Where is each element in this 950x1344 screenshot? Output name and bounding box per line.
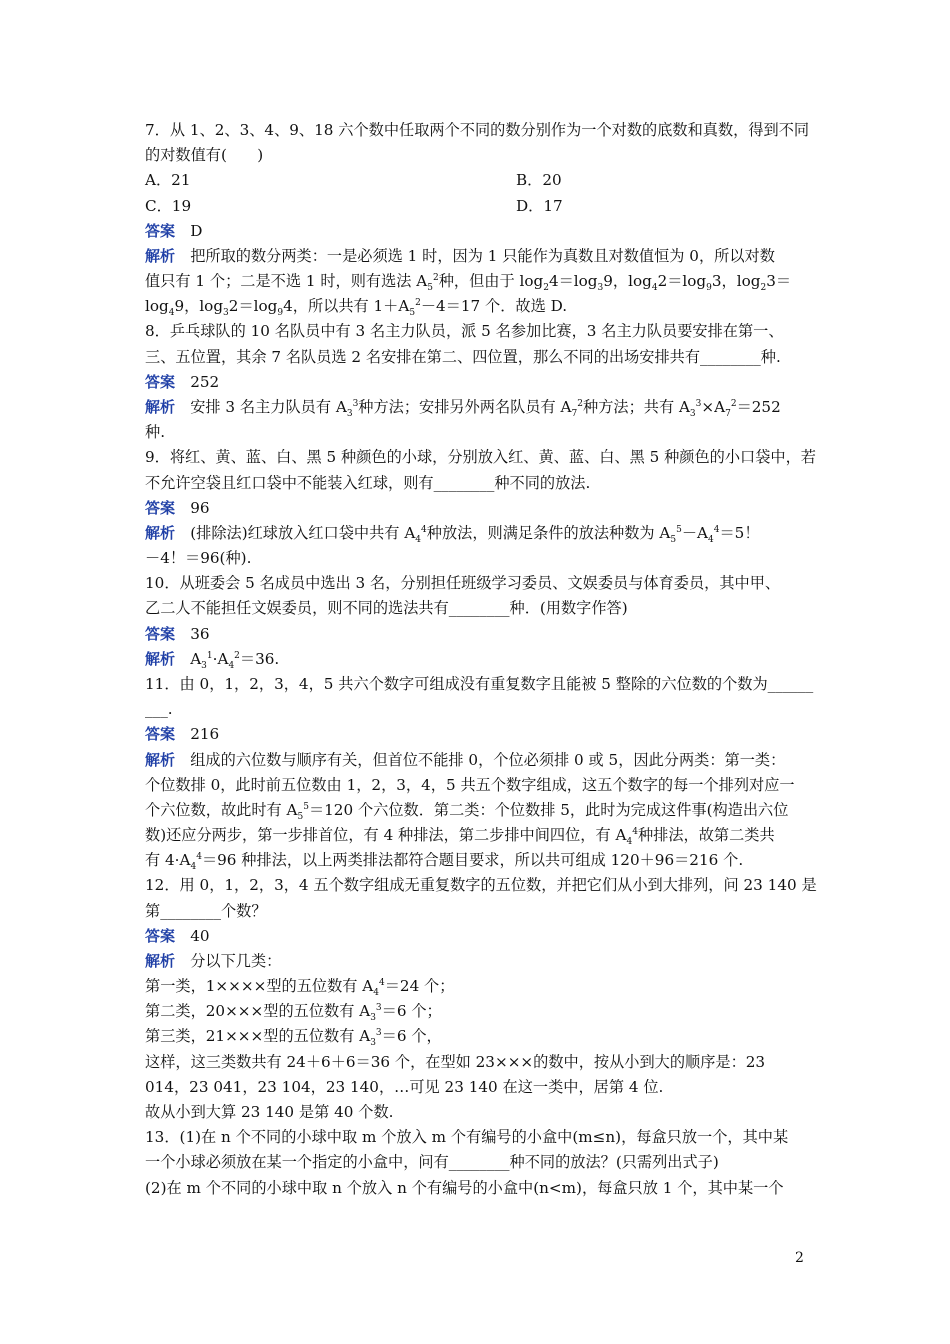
subscript: 4 — [228, 660, 235, 671]
superscript: 5 — [303, 801, 309, 812]
superscript: 3 — [375, 1003, 382, 1014]
subscript: 3 — [370, 1038, 376, 1049]
text-line — [145, 168, 190, 193]
text-segment: 数)还应分两步，第一步排首位，有 4 种排法，第二步排中间四位，有 A — [145, 826, 627, 845]
text-segment: 9，log — [174, 297, 224, 316]
text-segment: C．19 — [145, 196, 192, 215]
subscript: 4 — [415, 534, 422, 545]
text-line — [145, 571, 780, 596]
text-line — [145, 672, 813, 697]
subscript: 9 — [706, 283, 712, 294]
text-segment: 014，23 041，23 104，23 140，…可见 23 140 在这一类中，居第 4 位. — [145, 1077, 664, 1096]
subscript: 5 — [297, 811, 304, 822]
text-line — [145, 546, 251, 571]
text-segment: A — [175, 649, 202, 668]
text-line — [145, 319, 784, 344]
text-line — [145, 143, 263, 168]
text-segment: 这样，这三类数共有 24＋6＋6＝36 个，在型如 23×××的数中，按从小到大的顺序是：23 — [145, 1052, 766, 1071]
text-line — [145, 899, 267, 924]
text-line — [145, 924, 210, 949]
superscript: 4 — [378, 978, 385, 989]
text-segment: －A — [681, 523, 708, 542]
text-line — [145, 1050, 765, 1075]
text-segment: 分以下几类： — [175, 951, 282, 970]
subscript: 4 — [190, 862, 197, 873]
text-segment: 3＝ — [766, 272, 792, 291]
superscript: 3 — [375, 1028, 382, 1039]
superscript: 2 — [234, 650, 240, 661]
superscript: 4 — [713, 524, 720, 535]
answer-label: 答案 — [145, 372, 176, 391]
subscript: 3 — [346, 409, 353, 419]
text-segment: 3，log — [711, 272, 761, 291]
text-segment: 12．用 0，1，2，3，4 五个数字组成无重复数字的五位数，并把它们从小到大排列，问 23 140 是 — [145, 876, 817, 895]
answer-label: 答案 — [145, 221, 176, 240]
text-segment: 安排 3 名主力队员有 A — [175, 397, 347, 416]
text-segment: ×A — [701, 397, 726, 416]
text-segment: 不允许空袋且红口袋中不能装入红球，则有________种不同的放法. — [145, 473, 591, 492]
subscript: 7 — [571, 409, 578, 419]
subscript: 7 — [725, 409, 731, 419]
text-line — [145, 269, 791, 294]
text-line — [145, 294, 567, 319]
text-line — [145, 873, 817, 898]
text-segment: ·A — [212, 649, 229, 668]
subscript: 5 — [670, 534, 677, 545]
subscript: 4 — [373, 988, 379, 999]
text-segment: 4＝log — [548, 272, 598, 291]
text-segment: 13．(1)在 n 个不同的小球中取 m 个放入 m 个有编号的小盒中(m≤n)，每盒只放一个，其中某 — [145, 1128, 789, 1147]
text-segment: 36 — [175, 624, 210, 643]
text-line — [145, 194, 191, 219]
text-segment: 9，log — [603, 272, 652, 291]
text-segment: ___. — [145, 700, 173, 719]
subscript: 4 — [708, 534, 714, 545]
text-line — [145, 521, 760, 546]
text-segment: －4＝17 个．故选 D. — [420, 297, 568, 316]
text-segment: ＝6 个； — [381, 1002, 442, 1021]
text-line — [145, 445, 816, 470]
text-segment: 第一类，1××××型的五位数有 A — [145, 977, 374, 996]
text-line — [145, 1100, 393, 1125]
text-segment: 第________个数？ — [145, 901, 267, 920]
subscript: 2 — [760, 283, 767, 294]
text-line — [145, 420, 165, 445]
text-line — [145, 244, 775, 269]
text-line — [145, 1176, 784, 1201]
analysis-label: 解析 — [145, 523, 176, 542]
text-line — [145, 118, 809, 143]
text-line — [145, 596, 628, 621]
text-segment: 值只有 1 个；二是不选 1 时，则有选法 A — [145, 272, 428, 291]
superscript: 4 — [196, 852, 202, 863]
analysis-label: 解析 — [145, 246, 176, 265]
text-line — [145, 798, 788, 823]
superscript: 4 — [632, 826, 638, 837]
subscript: 9 — [277, 308, 284, 319]
text-line — [145, 697, 173, 722]
text-segment: ＝24 个； — [384, 977, 455, 996]
superscript: 2 — [432, 273, 439, 284]
text-segment: 252 — [175, 372, 220, 391]
superscript: 5 — [676, 524, 682, 535]
option-right: B．20 — [516, 171, 562, 190]
subscript: 5 — [427, 283, 433, 294]
text-segment: －4！＝96(种). — [145, 549, 252, 568]
superscript: 4 — [421, 524, 427, 535]
text-segment: 11．由 0，1，2，3，4，5 共六个数字可组成没有重复数字且能被 5 整除的六位数的个数为______ — [145, 674, 814, 693]
text-line — [145, 999, 442, 1024]
subscript: 3 — [597, 283, 604, 294]
subscript: 4 — [168, 308, 175, 319]
text-segment: 种. — [145, 423, 166, 442]
subscript: 4 — [626, 837, 633, 848]
text-segment: 个六位数，故此时有 A — [145, 800, 298, 819]
text-line — [145, 496, 210, 521]
text-line — [145, 848, 743, 873]
text-segment: 2＝log — [657, 272, 707, 291]
text-segment: 三、五位置，其余 7 名队员选 2 名安排在第二、四位置，那么不同的出场安排共有________种. — [145, 347, 781, 366]
superscript: 2 — [577, 398, 583, 409]
text-segment: ＝96 种排法，以上两类排法都符合题目要求，所以共可组成 120＋96＝216 个. — [201, 851, 744, 870]
text-segment: ＝36. — [239, 649, 280, 668]
subscript: 3 — [370, 1013, 376, 1024]
text-segment: 种放法，则满足条件的放法种数为 A — [426, 523, 671, 542]
text-line — [145, 748, 785, 773]
answer-label: 答案 — [145, 926, 176, 945]
text-line — [145, 370, 219, 395]
subscript: 5 — [409, 308, 416, 319]
subscript: 3 — [201, 660, 207, 671]
text-line — [145, 219, 202, 244]
answer-label: 答案 — [145, 624, 176, 643]
text-line — [145, 722, 219, 747]
text-segment: 8．乒乓球队的 10 名队员中有 3 名主力队员，派 5 名参加比赛，3 名主力队员要安排在第一、 — [145, 322, 784, 341]
superscript: 3 — [695, 398, 702, 409]
text-line — [145, 1150, 719, 1175]
superscript: 1 — [206, 650, 213, 661]
text-segment: 种，但由于 log — [438, 272, 544, 291]
text-line — [145, 949, 281, 974]
text-segment: D — [175, 221, 203, 240]
analysis-label: 解析 — [145, 649, 176, 668]
analysis-label: 解析 — [145, 951, 176, 970]
text-line — [145, 1125, 788, 1150]
text-segment: (2)在 m 个不同的小球中取 n 个放入 n 个有编号的小盒中(n<m)，每盒只放 1 个，其中某一个 — [145, 1178, 784, 1197]
text-line — [145, 622, 210, 647]
text-segment: 216 — [175, 725, 220, 744]
analysis-label: 解析 — [145, 750, 176, 769]
superscript: 2 — [730, 398, 737, 409]
text-line — [145, 1075, 663, 1100]
text-segment: ＝252 — [736, 397, 781, 416]
text-segment: 一个小球必须放在某一个指定的小盒中，问有________种不同的放法？(只需列出式子) — [145, 1153, 719, 1172]
text-segment: 9．将红、黄、蓝、白、黑 5 种颜色的小球，分别放入红、黄、蓝、白、黑 5 种颜色的小口袋中，若 — [145, 448, 816, 467]
analysis-label: 解析 — [145, 397, 176, 416]
option-right: D．17 — [516, 196, 563, 215]
text-line — [145, 773, 795, 798]
text-line — [145, 823, 775, 848]
text-line — [145, 974, 454, 999]
text-segment: 故从小到大算 23 140 是第 40 个数. — [145, 1103, 394, 1122]
text-line — [145, 647, 279, 672]
text-segment: ＝5！ — [719, 523, 760, 542]
subscript: 3 — [689, 409, 696, 419]
text-segment: 乙二人不能担任文娱委员，则不同的选法共有________种．(用数字作答) — [145, 599, 628, 618]
text-line — [145, 345, 781, 370]
text-segment: ＝6 个， — [381, 1027, 442, 1046]
text-segment: (排除法)红球放入红口袋中共有 A — [175, 523, 416, 542]
text-segment: ＝120 个六位数．第二类：个位数排 5，此时为完成这件事(构造出六位 — [308, 800, 789, 819]
text-segment: 10．从班委会 5 名成员中选出 3 名，分别担任班级学习委员、文娱委员与体育委员，其中甲、 — [145, 574, 781, 593]
text-segment: 个位数排 0，此时前五位数由 1，2，3，4，5 共五个数字组成，这五个数字的每一个排列对应一 — [145, 775, 795, 794]
text-segment: 7．从 1、2、3、4、9、18 六个数中任取两个不同的数分别作为一个对数的底数和真数，得到不同 — [145, 121, 810, 139]
subscript: 3 — [223, 308, 229, 319]
text-segment: 种方法；安排另外两名队员有 A — [358, 397, 572, 416]
text-segment: 把所取的数分两类：一是必须选 1 时，因为 1 只能作为真数且对数值恒为 0，所以对数 — [175, 246, 775, 265]
text-segment: 40 — [175, 926, 210, 945]
text-segment: 种排法，故第二类共 — [637, 826, 775, 845]
answer-label: 答案 — [145, 498, 176, 517]
text-line — [145, 395, 781, 420]
text-segment: log — [145, 297, 169, 316]
text-segment: 有 4·A — [145, 851, 191, 870]
subscript: 2 — [543, 283, 549, 294]
page-number: 2 — [795, 1250, 804, 1266]
text-segment: 2＝log — [228, 297, 278, 316]
subscript: 4 — [651, 283, 658, 294]
text-segment: 4，所以共有 1＋A — [283, 297, 410, 316]
answer-label: 答案 — [145, 725, 176, 744]
text-segment: 第二类，20×××型的五位数有 A — [145, 1002, 371, 1021]
text-segment: 的对数值有( ) — [145, 146, 264, 165]
text-segment: A．21 — [145, 171, 191, 190]
superscript: 2 — [415, 298, 421, 309]
text-segment: 组成的六位数与顺序有关，但首位不能排 0，个位必须排 0 或 5，因此分两类：第一类： — [175, 750, 786, 769]
superscript: 3 — [352, 398, 359, 409]
text-segment: 第三类，21×××型的五位数有 A — [145, 1027, 371, 1046]
text-segment: 96 — [175, 498, 210, 517]
text-line — [145, 471, 590, 496]
text-segment: 种方法；共有 A — [583, 397, 690, 416]
text-line — [145, 1024, 442, 1049]
